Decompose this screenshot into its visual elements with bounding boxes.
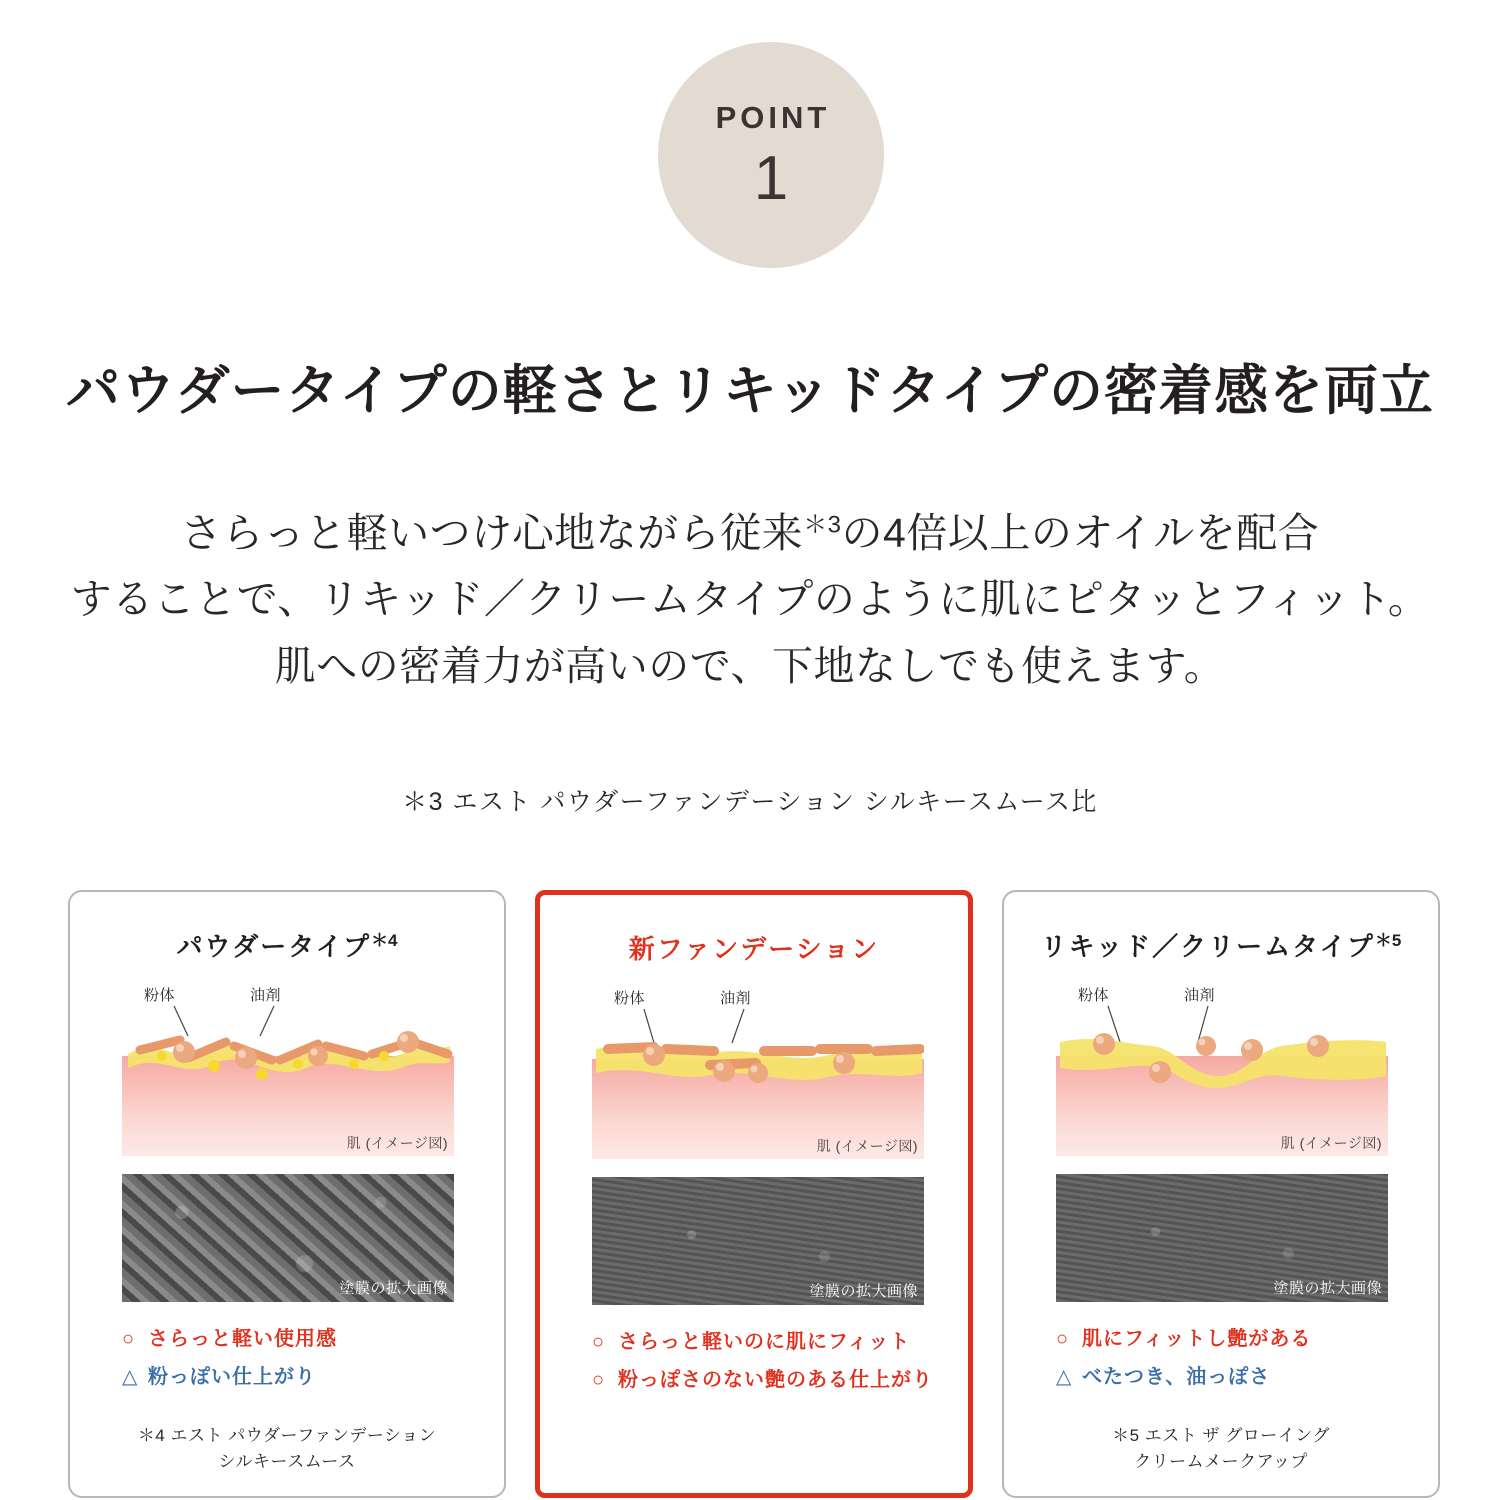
card-footnote xyxy=(1004,1423,1438,1474)
lead-paragraph xyxy=(0,500,1500,699)
label-powder: 粉体 xyxy=(1078,987,1110,1004)
cross-section-diagram xyxy=(592,987,924,1159)
sem-caption: 塗膜の拡大画像 xyxy=(809,1283,918,1300)
label-oil: 油剤 xyxy=(250,987,282,1004)
sem-image xyxy=(592,1177,924,1305)
bullet-mark: △ xyxy=(122,1366,139,1388)
bullet-text: さらっと軽いのに肌にフィット xyxy=(618,1331,911,1353)
card-bullets xyxy=(1056,1320,1416,1396)
bullet-mark: △ xyxy=(1056,1366,1073,1388)
card-bullets xyxy=(122,1320,482,1396)
card-title-text: パウダータイプ xyxy=(176,931,371,962)
bullet-item xyxy=(1056,1320,1416,1358)
sem-image xyxy=(1056,1174,1388,1302)
card-footnote-line-2: シルキースムース xyxy=(218,1451,356,1471)
cross-section-diagram xyxy=(122,984,454,1156)
point-badge-number: 1 xyxy=(753,144,789,213)
footnote-3: ＊3 エスト パウダーファンデーション シルキースムース比 xyxy=(402,788,1098,816)
label-oil: 油剤 xyxy=(1184,987,1216,1004)
card-footnote-line-2: クリームメークアップ xyxy=(1134,1451,1308,1471)
bullet-item xyxy=(1056,1358,1416,1396)
lead-line-1-b: の4倍以上のオイルを配合 xyxy=(841,510,1320,556)
bullet-mark: ○ xyxy=(592,1331,606,1353)
footnote-marker-5: ＊5 xyxy=(1374,931,1402,950)
bullet-mark: ○ xyxy=(1056,1328,1070,1350)
cross-section-diagram xyxy=(1056,984,1388,1156)
card-footnote xyxy=(70,1423,504,1474)
card-title-text: 新ファンデーション xyxy=(628,934,880,964)
lead-line-3: 肌への密着力が高いので、下地なしでも使えます。 xyxy=(274,642,1226,689)
card-title xyxy=(1004,926,1438,964)
bullet-text: 肌にフィットし艶がある xyxy=(1082,1328,1312,1350)
card-new-foundation xyxy=(535,890,973,1498)
sem-caption: 塗膜の拡大画像 xyxy=(339,1280,448,1297)
bullet-text: べたつき、油っぽさ xyxy=(1082,1366,1271,1388)
lead-line-2: することで、リキッド／クリームタイプのように肌にピタッとフィット。 xyxy=(70,576,1430,623)
diagram-illustration xyxy=(592,987,924,1159)
comparison-cards xyxy=(68,890,1440,1500)
bullet-text: 粉っぽい仕上がり xyxy=(148,1366,316,1388)
skin-caption: 肌 (イメージ図) xyxy=(346,1135,448,1151)
bullet-item xyxy=(122,1358,482,1396)
skin-caption: 肌 (イメージ図) xyxy=(816,1138,918,1154)
card-title xyxy=(70,926,504,964)
skin-caption: 肌 (イメージ図) xyxy=(1280,1135,1382,1151)
label-oil: 油剤 xyxy=(720,990,752,1007)
bullet-item xyxy=(592,1323,952,1361)
lead-line-1 xyxy=(0,500,1500,566)
label-powder: 粉体 xyxy=(144,987,176,1004)
bullet-item xyxy=(122,1320,482,1358)
sem-caption: 塗膜の拡大画像 xyxy=(1273,1280,1382,1297)
point-badge xyxy=(658,42,884,268)
card-footnote-line-1: ＊4 エスト パウダーファンデーション xyxy=(137,1426,437,1445)
card-powder-type xyxy=(68,890,506,1498)
page-title: パウダータイプの軽さとリキッドタイプの密着感を両立 xyxy=(66,361,1434,421)
card-liquid-cream-type xyxy=(1002,890,1440,1498)
card-footnote-line-1: ＊5 エスト ザ グローイング xyxy=(1112,1426,1330,1445)
footnote-marker-4: ＊4 xyxy=(370,931,398,950)
diagram-illustration xyxy=(122,984,454,1156)
card-title-text: リキッド／クリームタイプ xyxy=(1040,931,1375,962)
bullet-mark: ○ xyxy=(592,1369,606,1391)
point-badge-label: POINT xyxy=(715,100,831,135)
sem-image xyxy=(122,1174,454,1302)
diagram-illustration xyxy=(1056,984,1388,1156)
label-powder: 粉体 xyxy=(614,990,646,1007)
bullet-text: 粉っぽさのない艶のある仕上がり xyxy=(618,1369,933,1391)
bullet-mark: ○ xyxy=(122,1328,136,1350)
bullet-text: さらっと軽い使用感 xyxy=(148,1328,337,1350)
bullet-item xyxy=(592,1361,952,1399)
card-title xyxy=(540,929,968,966)
footnote-marker-3: ＊3 xyxy=(803,511,842,539)
card-bullets xyxy=(592,1323,952,1399)
lead-line-1-a: さらっと軽いつけ心地ながら従来 xyxy=(180,510,804,556)
